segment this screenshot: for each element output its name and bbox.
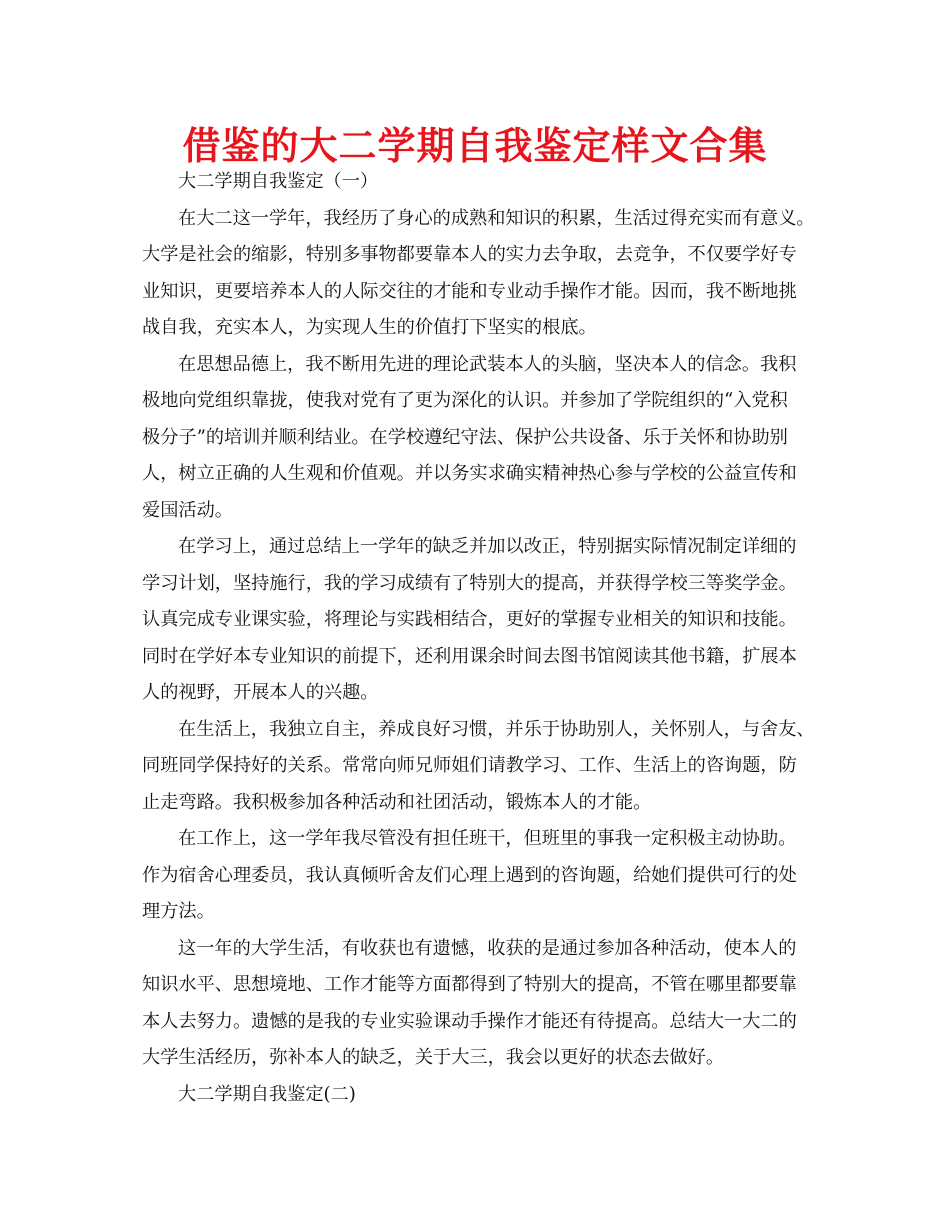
text-line: 作为宿舍心理委员，我认真倾听舍友们心理上遇到的咨询题，给她们提供可行的处 [142, 864, 797, 886]
text-line: 本人去努力。遗憾的是我的专业实验课动手操作才能还有待提高。总结大一大二的 [142, 1010, 797, 1032]
text-line: 极分子”的培训并顺利结业。在学校遵纪守法、保护公共设备、乐于关怀和协助别 [142, 426, 788, 448]
text-line: 在生活上，我独立自主，养成良好习惯，并乐于协助别人，关怀别人，与舍友、 [178, 718, 815, 740]
text-line: 知识水平、思想境地、工作才能等方面都得到了特别大的提高，不管在哪里都要靠 [142, 974, 797, 995]
text-line: 止走弯路。我积极参加各种活动和社团活动，锻炼本人的才能。 [142, 791, 652, 813]
text-line: 在思想品德上，我不断用先进的理论武装本人的头脑，坚决本人的信念。我积 [178, 353, 797, 375]
text-line: 同时在学好本专业知识的前提下，还利用课余时间去图书馆阅读其他书籍，扩展本 [142, 645, 797, 667]
text-line: 同班同学保持好的关系。常常向师兄师姐们请教学习、工作、生活上的咨询题，防 [142, 755, 797, 776]
text-line: 人，树立正确的人生观和价值观。并以务实求确实精神热心参与学校的公益宣传和 [142, 463, 797, 484]
text-line: 大学是社会的缩影，特别多事物都要靠本人的实力去争取，去竞争，不仅要学好专 [142, 244, 797, 265]
text-line: 理方法。 [142, 901, 215, 922]
text-line: 大学生活经历，弥补本人的缺乏，关于大三，我会以更好的状态去做好。 [142, 1047, 725, 1068]
text-line: 业知识，更要培养本人的人际交往的才能和专业动手操作才能。因而，我不断地挑 [142, 280, 797, 302]
document-title: 借鉴的大二学期自我鉴定样文合集 [182, 124, 768, 168]
text-line: 大二学期自我鉴定(二) [178, 1083, 356, 1105]
text-line: 人的视野，开展本人的兴趣。 [142, 682, 379, 703]
text-line: 爱国活动。 [142, 499, 233, 521]
text-line: 认真完成专业课实验，将理论与实践相结合，更好的掌握专业相关的知识和技能。 [142, 609, 797, 630]
text-line: 大二学期自我鉴定（一） [178, 171, 379, 192]
text-line: 在学习上，通过总结上一学年的缺乏并加以改正，特别据实际情况制定详细的 [178, 536, 797, 557]
text-line: 战自我，充实本人，为实现人生的价值打下坚实的根底。 [142, 317, 597, 338]
text-line: 极地向党组织靠拢，使我对党有了更为深化的认识。并参加了学院组织的“入党积 [142, 390, 788, 411]
text-line: 在大二这一学年，我经历了身心的成熟和知识的积累，生活过得充实而有意义。 [178, 207, 815, 229]
text-line: 学习计划，坚持施行，我的学习成绩有了特别大的提高，并获得学校三等奖学金。 [142, 572, 797, 594]
document-body [142, 164, 815, 1113]
text-line: 这一年的大学生活，有收获也有遗憾，收获的是通过参加各种活动，使本人的 [178, 937, 797, 959]
text-line: 在工作上，这一学年我尽管没有担任班干，但班里的事我一定积极主动协助。 [178, 828, 797, 849]
